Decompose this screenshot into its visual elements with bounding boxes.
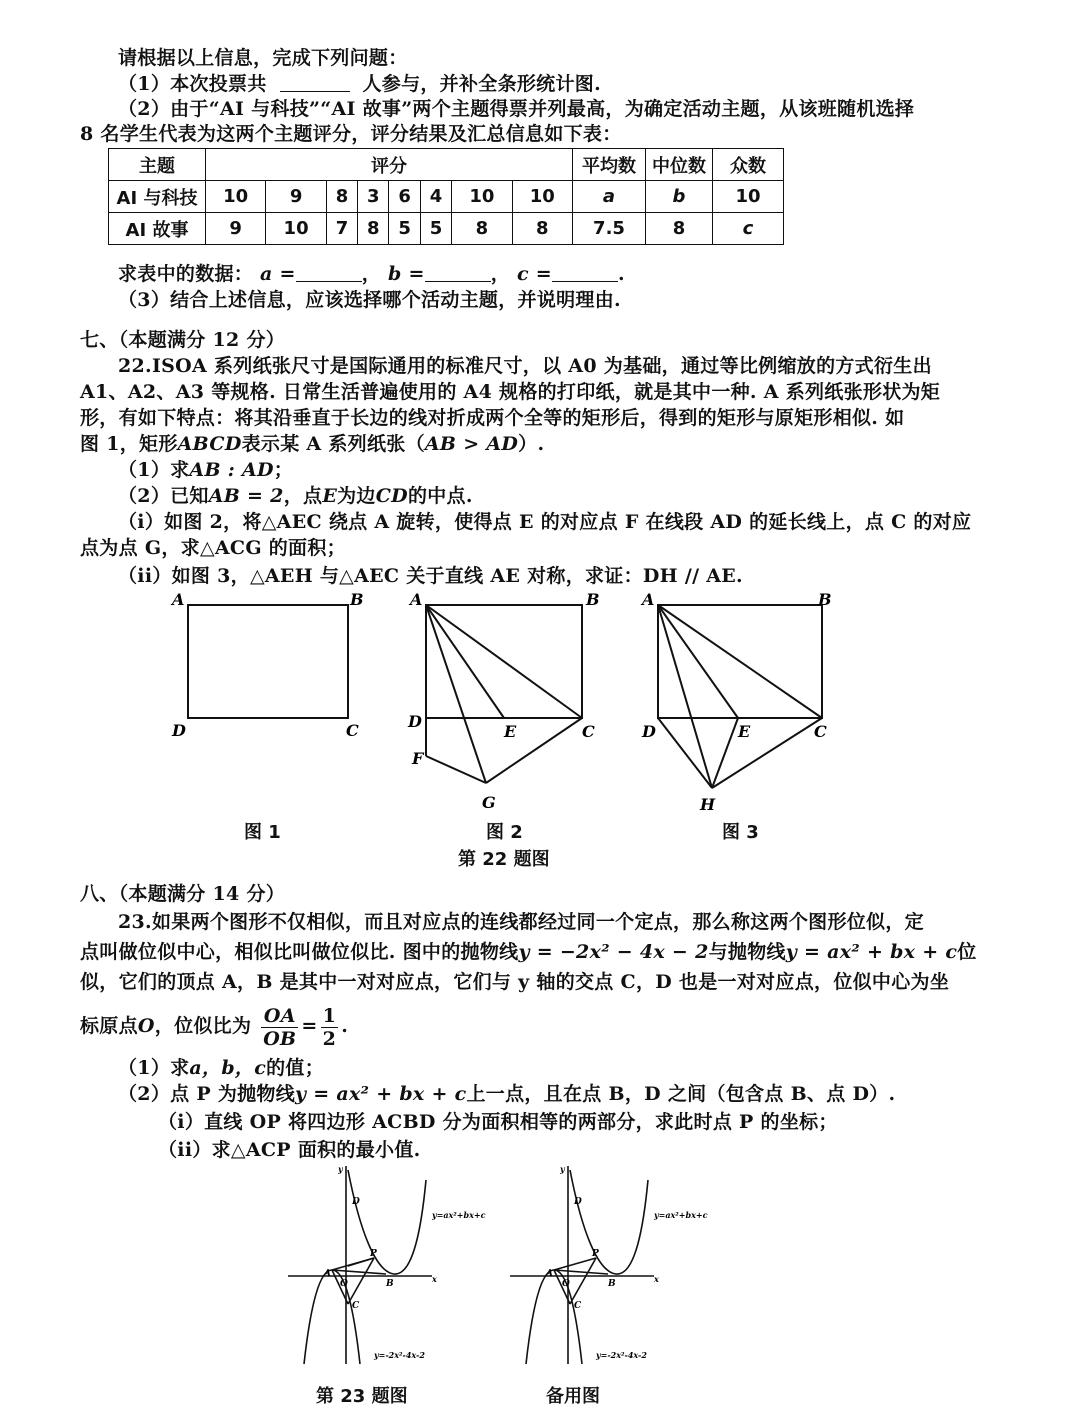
q23-sub1-a: （1）求 [118, 1057, 190, 1079]
q23-line4 [80, 1004, 348, 1050]
graph-label-d: D [574, 1197, 582, 1207]
frac-den: OB [263, 1027, 297, 1050]
q23-sub1 [118, 1056, 324, 1080]
segment-ab [554, 1270, 608, 1274]
q22-line1: 22.ISOA 系列纸张尺寸是国际通用的标准尺寸，以 A0 为基础，通过等比例缩放的方式衍生出 [118, 355, 932, 377]
graph-curve-up-label: y=ax²+bx+c [654, 1210, 708, 1220]
fig2-line-ae [426, 605, 504, 718]
q23-sub1-c: 的值； [266, 1057, 324, 1079]
q22-line4-c: 表示某 A 系列纸张（ [241, 433, 425, 455]
q23-line2-e: 位 [957, 941, 977, 963]
fig2-line-gc [486, 718, 582, 783]
score-cell: 10 [512, 181, 572, 213]
graph-label-b: B [386, 1279, 394, 1289]
q23-line1: 23.如果两个图形不仅相似，而且对应点的连线都经过同一个定点，那么称这两个图形位似，定 [118, 911, 924, 933]
header-topic: 主题 [109, 149, 206, 181]
parabola-up [348, 1170, 426, 1274]
mode-cell: c [713, 213, 784, 245]
header-mode: 众数 [713, 149, 784, 181]
q23-line2-c: 与抛物线 [708, 941, 786, 963]
blank-b[interactable] [425, 263, 491, 282]
q22-line4-e: ）. [518, 433, 545, 455]
q22-sub-i-line2: 点为点 G，求△ACG 的面积； [80, 537, 346, 559]
q22-sub2-edge: 为边 [337, 485, 376, 507]
score-cell: 5 [420, 213, 451, 245]
var-c: c = [516, 263, 552, 285]
score-cell: 9 [266, 181, 326, 213]
graph-label-y: y [560, 1164, 565, 1174]
figure-2 [400, 588, 620, 818]
q21-ask-prefix: 求表中的数据： [118, 263, 254, 285]
q23-sub2-c: 上一点，且在点 B，D 之间（包含点 B、点 D）. [466, 1083, 896, 1105]
q22-sub-i-line1: （i）如图 2，将△AEC 绕点 A 旋转，使得点 E 的对应点 F 在线段 AD 的延长线上，点 C 的对应 [118, 511, 972, 533]
q21-part3: （3）结合上述信息，应该选择哪个活动主题，并说明理由. [118, 289, 621, 311]
fig2-caption: 图 2 [486, 822, 523, 843]
median-cell: b [646, 181, 713, 213]
fig3-line-ah [658, 605, 712, 788]
score-cell: 6 [389, 181, 420, 213]
q22-sub2-g: 的中点. [407, 485, 473, 507]
q22-sub2-a: （2）已知 [118, 485, 209, 507]
table-header-row [109, 149, 784, 181]
q21-part2-line2: 8 名学生代表为这两个主题评分，评分结果及汇总信息如下表： [80, 123, 622, 145]
fig2-label-f: F [412, 749, 424, 768]
score-cell: 3 [358, 181, 389, 213]
fraction-half [321, 1005, 339, 1050]
score-cell: 5 [389, 213, 420, 245]
sep: ， [490, 263, 511, 285]
q22-sub-ii: （ii）如图 3，△AEH 与△AEC 关于直线 AE 对称，求证：DH // AE. [118, 565, 743, 587]
header-scores: 评分 [206, 149, 573, 181]
q21-part1 [118, 72, 601, 96]
table-row [109, 213, 784, 245]
q21-ask [118, 262, 625, 286]
fig3-label-d: D [642, 722, 656, 741]
q22-line3: 形，有如下特点：将其沿垂直于长边的线对折成两个全等的矩形后，得到的矩形与原矩形相似. 如 [80, 407, 905, 429]
fig2-label-a: A [410, 590, 423, 609]
q22-sub2-cd: CD [375, 485, 408, 507]
var-a: a = [260, 263, 296, 285]
parabola-down [526, 1270, 582, 1364]
score-cell: 7 [326, 213, 357, 245]
fig2-label-d: D [408, 712, 422, 731]
q23-line3: 似，它们的顶点 A，B 是其中一对对应点，它们与 y 轴的交点 C，D 也是一对对应点，位似中心为坐 [80, 971, 950, 993]
mode-cell: 10 [713, 181, 784, 213]
figure-3 [632, 588, 852, 818]
fig3-line-he [712, 718, 738, 788]
header-mean: 平均数 [573, 149, 646, 181]
q23-sub1-vars: a，b，c [189, 1057, 267, 1079]
fig3-line-ac [658, 605, 822, 718]
mean-cell: a [573, 181, 646, 213]
fig1-rect [188, 605, 348, 718]
q23-sub2 [118, 1082, 895, 1106]
q22-figures-caption: 第 22 题图 [458, 849, 550, 870]
fig2-line-fg [426, 756, 486, 783]
row-topic: AI 故事 [109, 213, 206, 245]
q22-line4-abcd: ABCD [177, 433, 242, 455]
frac-num: 1 [322, 1004, 337, 1027]
q22-sub1-c: ； [273, 459, 294, 481]
q22-line4-ineq: AB > AD [424, 433, 519, 455]
score-cell: 8 [358, 213, 389, 245]
q22-sub1-ratio: AB : AD [189, 459, 274, 481]
q21-part1-text-a: （1）本次投票共 [118, 73, 267, 95]
fig3-line-ae [658, 605, 738, 718]
fig3-line-dh [658, 718, 712, 788]
q23-line4-a: 标原点 [80, 1015, 138, 1037]
q22-sub2-c: ，点 [283, 485, 323, 507]
var-b: b = [388, 263, 425, 285]
fig2-line-ag [426, 605, 486, 783]
score-cell: 10 [206, 181, 266, 213]
q23-graph-main [282, 1162, 502, 1372]
fig3-label-c: C [814, 722, 827, 741]
graph-label-o: O [562, 1279, 570, 1289]
fig3-label-e: E [738, 722, 751, 741]
score-cell: 8 [512, 213, 572, 245]
q21-intro: 请根据以上信息，完成下列问题： [118, 47, 408, 69]
q21-part1-blank[interactable] [280, 73, 350, 92]
fraction-oa-ob [261, 1005, 298, 1050]
graph-label-b: B [608, 1279, 616, 1289]
score-cell: 9 [206, 213, 266, 245]
fig1-label-a: A [172, 590, 185, 609]
graph-label-x: x [432, 1274, 437, 1284]
fig3-label-b: B [818, 590, 832, 609]
graph-label-a: A [324, 1269, 331, 1279]
q22-section-title: 七、（本题满分 12 分） [80, 329, 286, 351]
q21-part2-line1: （2）由于“AI 与科技”“AI 故事”两个主题得票并列最高，为确定活动主题，从该班随机选择 [118, 98, 915, 120]
q23-origin: O [137, 1015, 155, 1037]
q23-sub-i: （i）直线 OP 将四边形 ACBD 分为面积相等的两部分，求此时点 P 的坐标； [158, 1111, 838, 1133]
q23-parabola2: y = ax² + bx + c [785, 941, 958, 963]
fig3-line-hc [712, 718, 822, 788]
q23-line4-end: . [341, 1015, 349, 1037]
q22-line4 [80, 432, 544, 456]
fig2-label-b: B [586, 590, 600, 609]
row-topic: AI 与科技 [109, 181, 206, 213]
q22-sub2 [118, 484, 473, 508]
q22-sub2-ab: AB = 2 [208, 485, 284, 507]
graph-label-d: D [352, 1197, 360, 1207]
graph-label-c: C [574, 1301, 582, 1311]
q22-line2: A1、A2、A3 等规格. 日常生活普遍使用的 A4 规格的打印纸，就是其中一种. A 系列纸张形状为矩 [80, 381, 941, 403]
fig1-label-c: C [346, 721, 359, 740]
q23-sub-ii: （ii）求△ACP 面积的最小值. [158, 1139, 421, 1161]
score-cell: 10 [266, 213, 326, 245]
fig1-label-d: D [172, 721, 186, 740]
figure-1 [160, 588, 380, 748]
graph-label-x: x [654, 1274, 659, 1284]
graph-curve-down-label: y=-2x²-4x-2 [374, 1350, 425, 1360]
q22-sub1 [118, 458, 293, 482]
fig3-caption: 图 3 [722, 822, 759, 843]
q23-sub2-a: （2）点 P 为抛物线 [118, 1083, 296, 1105]
header-median: 中位数 [646, 149, 713, 181]
fig2-label-g: G [482, 793, 496, 812]
score-table [108, 148, 784, 245]
q22-sub2-e: E [322, 485, 338, 507]
q23-figure-caption: 第 23 题图 [316, 1386, 408, 1407]
blank-a[interactable] [296, 263, 362, 282]
frac-den: 2 [322, 1027, 337, 1050]
table-row [109, 181, 784, 213]
fig1-label-b: B [350, 590, 364, 609]
segment-ab [332, 1270, 386, 1274]
q23-sub2-parabola: y = ax² + bx + c [295, 1083, 467, 1105]
q21-part1-text-b: 人参与，并补全条形统计图. [362, 73, 601, 95]
graph-label-a: A [546, 1269, 553, 1279]
q23-line2 [80, 940, 977, 964]
sep: ， [361, 263, 382, 285]
fig2-label-c: C [582, 722, 595, 741]
q23-line4-c: ，位似比为 [154, 1015, 252, 1037]
equals: = [301, 1015, 318, 1037]
graph-curve-down-label: y=-2x²-4x-2 [596, 1350, 647, 1360]
score-cell: 8 [452, 213, 512, 245]
end: . [618, 263, 625, 285]
graph-label-c: C [352, 1301, 360, 1311]
graph-label-p: P [370, 1249, 377, 1259]
fig3-label-h: H [700, 795, 716, 814]
q23-section-title: 八、（本题满分 14 分） [80, 883, 286, 905]
fig2-label-e: E [504, 722, 517, 741]
score-cell: 4 [420, 181, 451, 213]
blank-c[interactable] [552, 263, 618, 282]
score-cell: 10 [452, 181, 512, 213]
parabola-down [304, 1270, 360, 1364]
score-cell: 8 [326, 181, 357, 213]
median-cell: 8 [646, 213, 713, 245]
graph-curve-up-label: y=ax²+bx+c [432, 1210, 486, 1220]
fig1-caption: 图 1 [244, 822, 281, 843]
fig2-line-ac [426, 605, 582, 718]
graph-label-o: O [340, 1279, 348, 1289]
q22-line4-a: 图 1，矩形 [80, 433, 178, 455]
frac-num: OA [261, 1005, 298, 1028]
graph-label-p: P [592, 1249, 599, 1259]
q23-graph-spare [504, 1162, 724, 1372]
fig3-label-a: A [642, 590, 655, 609]
q23-line2-a: 点叫做位似中心，相似比叫做位似比. 图中的抛物线 [80, 941, 519, 963]
parabola-up [570, 1170, 648, 1274]
q23-spare-caption: 备用图 [546, 1386, 600, 1407]
mean-cell: 7.5 [573, 213, 646, 245]
q22-sub1-a: （1）求 [118, 459, 190, 481]
q23-parabola1: y = −2x² − 4x − 2 [518, 941, 709, 963]
graph-label-y: y [338, 1164, 343, 1174]
